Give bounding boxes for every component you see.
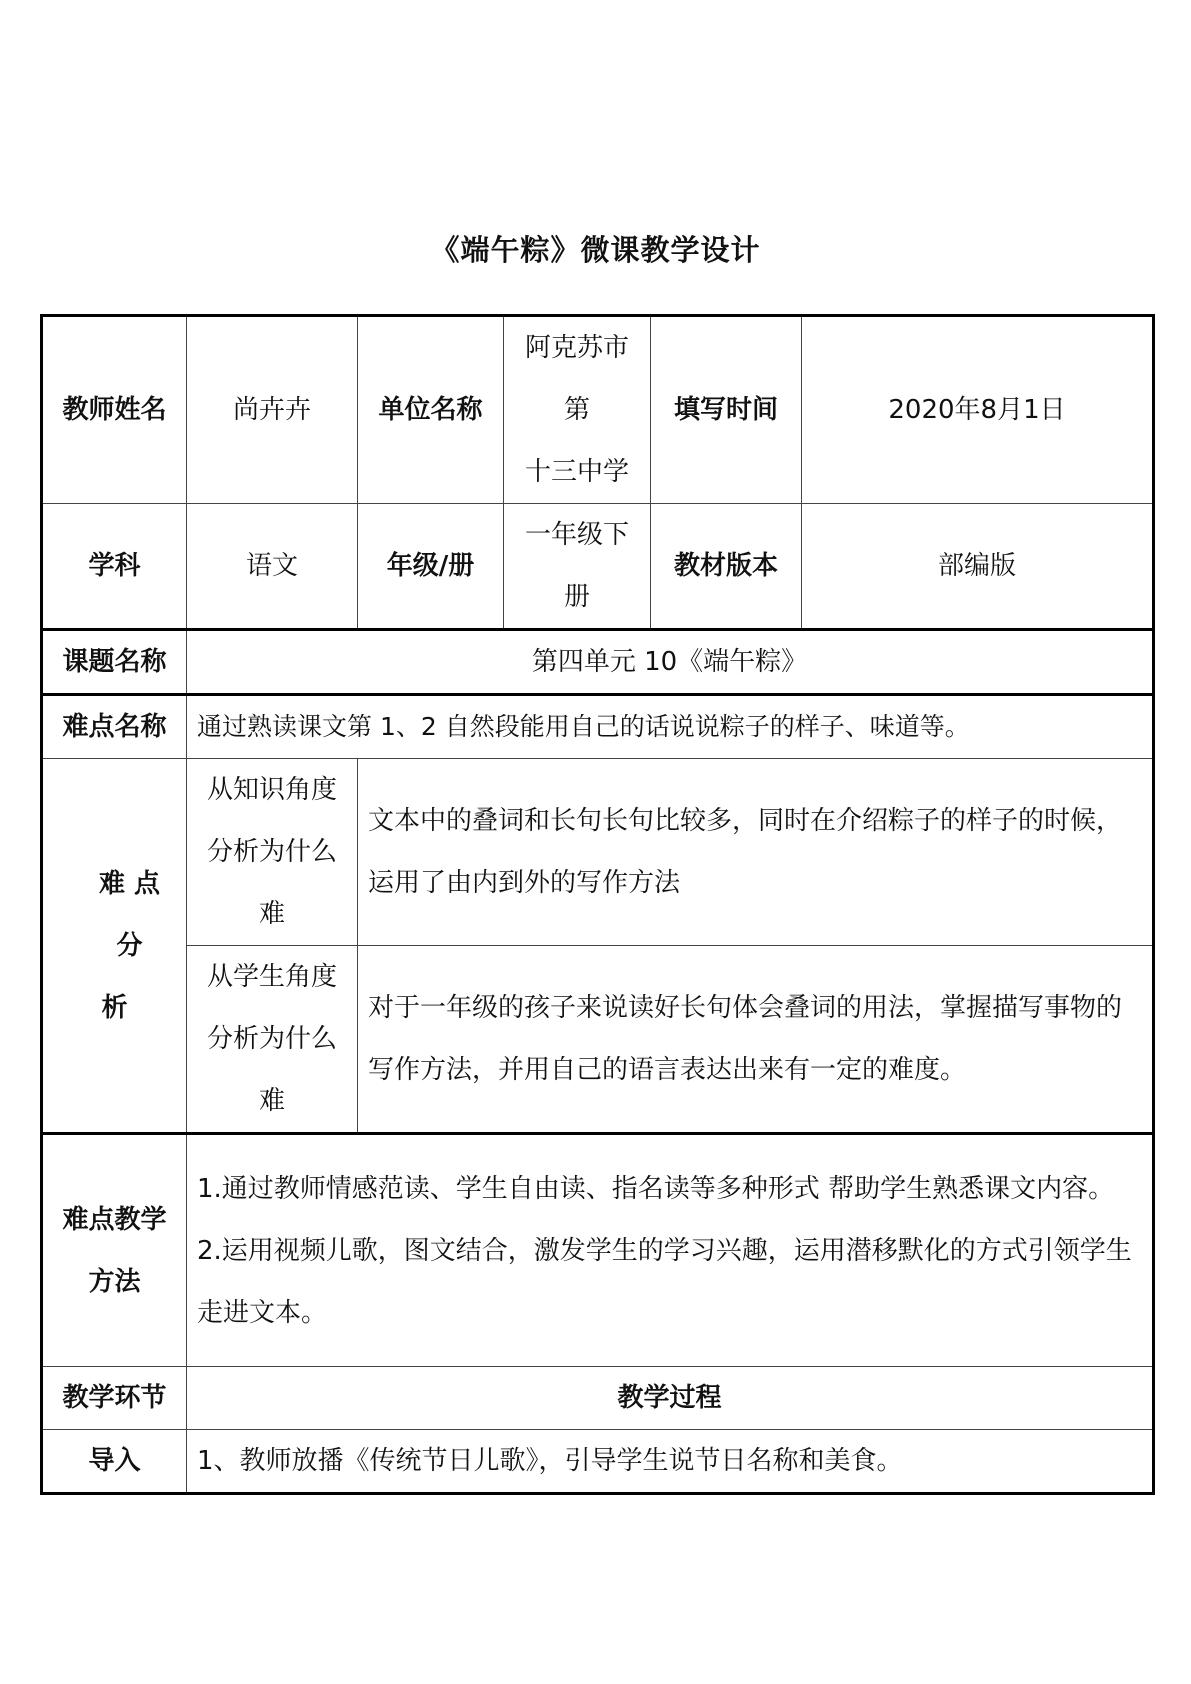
- method-value: [187, 1134, 1154, 1367]
- analysis-label-line1: 难 点 分: [98, 868, 161, 961]
- difficulty-row: [42, 695, 1154, 759]
- process-header: 教学过程: [187, 1367, 1154, 1430]
- grade-value-line1: 一年级下: [524, 520, 629, 550]
- method-item-1: 1.通过教师情感范读、学生自由读、指名读等多种形式 帮助学生熟悉课文内容。: [197, 1173, 1115, 1204]
- textbook-value: 部编版: [802, 504, 1154, 630]
- topic-row: [42, 630, 1154, 695]
- unit-label: 单位名称: [358, 316, 504, 504]
- student-value: 对于一年级的孩子来说读好长句体会叠词的用法，掌握描写事物的写作方法，并用自己的语言表达出来有一定的难度。: [358, 946, 1154, 1134]
- topic-label: 课题名称: [42, 630, 187, 695]
- topic-value: 第四单元 10《端午粽》: [187, 630, 1154, 695]
- date-label: 填写时间: [651, 316, 802, 504]
- method-label-line2: 方法: [88, 1266, 141, 1297]
- knowledge-value: 文本中的叠词和长句长句比较多，同时在介绍粽子的样子的时候，运用了由内到外的写作方法: [358, 759, 1154, 946]
- knowledge-label: 从知识角度分析为什么难: [187, 759, 358, 946]
- textbook-label: 教材版本: [651, 504, 802, 630]
- teacher-value: 尚卉卉: [187, 316, 358, 504]
- stage-header: 教学环节: [42, 1367, 187, 1430]
- method-label-line1: 难点教学: [62, 1204, 167, 1235]
- grade-value-line2: 册: [563, 582, 590, 612]
- intro-value: 1、教师放播《传统节日儿歌》，引导学生说节日名称和美食。: [187, 1430, 1154, 1494]
- intro-row: [42, 1430, 1154, 1494]
- grade-label: 年级/册: [358, 504, 504, 630]
- intro-label: 导入: [42, 1430, 187, 1494]
- subject-value: 语文: [187, 504, 358, 630]
- method-item-2: 2.运用视频儿歌，图文结合，激发学生的学习兴趣，运用潜移默化的方式引领学生走进文本。: [197, 1235, 1132, 1328]
- document-title: 《端午粽》微课教学设计: [430, 233, 761, 267]
- analysis-knowledge-row: [42, 759, 1154, 946]
- subject-label: 学科: [42, 504, 187, 630]
- analysis-label: [42, 759, 187, 1134]
- unit-value-line1: 阿克苏市第: [524, 333, 629, 425]
- process-header-row: [42, 1367, 1154, 1430]
- analysis-label-line2: 析: [101, 992, 128, 1023]
- student-label: 从学生角度分析为什么难: [187, 946, 358, 1134]
- info-row-2: [42, 504, 1154, 630]
- analysis-student-row: [42, 946, 1154, 1134]
- difficulty-value: 通过熟读课文第 1、2 自然段能用自己的话说说粽子的样子、味道等。: [187, 695, 1154, 759]
- teacher-label: 教师姓名: [42, 316, 187, 504]
- info-row-1: [42, 316, 1154, 504]
- method-label: [42, 1134, 187, 1367]
- date-value: 2020年8月1日: [802, 316, 1154, 504]
- difficulty-label: 难点名称: [42, 695, 187, 759]
- lesson-design-table: [40, 314, 1155, 1495]
- grade-value: [504, 504, 651, 630]
- method-row: [42, 1134, 1154, 1367]
- unit-value: [504, 316, 651, 504]
- unit-value-line2: 十三中学: [524, 457, 629, 487]
